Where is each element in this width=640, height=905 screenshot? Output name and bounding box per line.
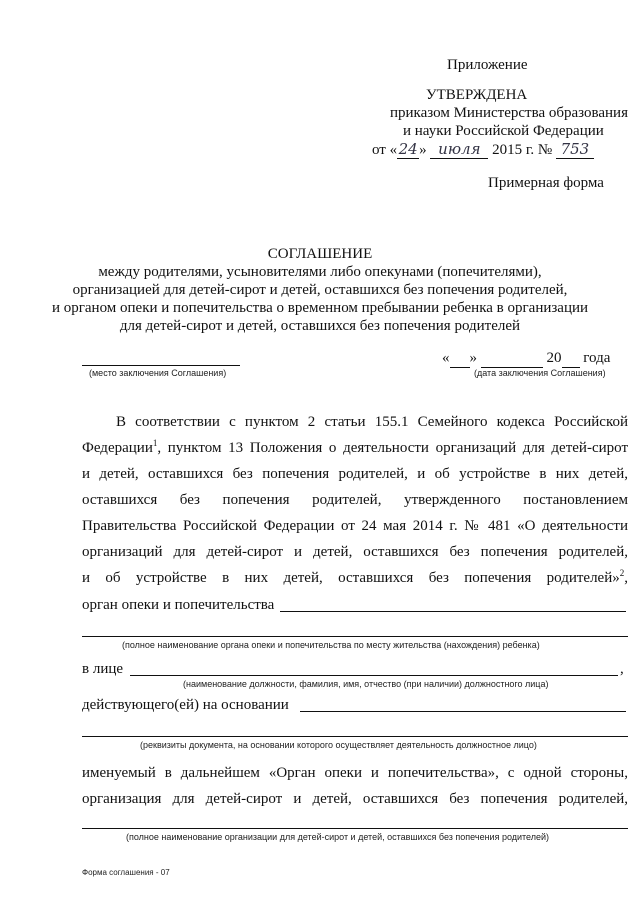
order-line-2: и науки Российской Федерации	[403, 123, 604, 139]
caption-guardianship-body: (полное наименование органа опеки и попечительства по месту жительства (нахождения) ребенка)	[122, 640, 540, 650]
appendix-label: Приложение	[447, 57, 528, 73]
title-line-2: организацией для детей-сирот и детей, оставшихся без попечения родителей,	[72, 282, 568, 298]
body-line-3: и детей, оставшихся без попечения родителей, и об устройстве в них детей,	[82, 466, 628, 482]
date-close-quote: »	[469, 350, 477, 366]
date-mid: »	[419, 142, 427, 158]
basis-field-2[interactable]	[82, 736, 628, 737]
body-line-2b: , пунктом 13 Положения о деятельности организаций для детей-сирот	[157, 440, 628, 456]
date-open-quote: «	[442, 350, 450, 366]
body-line-10: организация для детей-сирот и детей, оставшихся без попечения родителей,	[82, 791, 628, 807]
handwritten-number: 753	[556, 140, 594, 159]
title-line-3: и органом опеки и попечительства о временном пребывании ребенка в организации	[51, 300, 589, 316]
body-line-5: Правительства Российской Федерации от 24 мая 2014 г. № 481 «О деятельности	[82, 518, 628, 534]
body-line-7	[82, 569, 628, 587]
organization-field[interactable]	[82, 828, 628, 829]
body-line-6: организаций для детей-сирот и детей, оставшихся без попечения родителей,	[82, 544, 628, 560]
date-caption: (дата заключения Соглашения)	[474, 368, 606, 378]
date-prefix: от «	[372, 142, 398, 158]
body-line-2a: Федерации	[82, 440, 153, 456]
acting-basis-label: действующего(ей) на основании	[82, 697, 289, 713]
body-line-7-end: ,	[624, 570, 628, 586]
body-line-1: В соответствии с пунктом 2 статьи 155.1 Семейного кодекса Российской	[116, 414, 628, 430]
order-line-1: приказом Министерства образования	[390, 105, 628, 121]
guardianship-body-field-2[interactable]	[82, 636, 628, 637]
title-line-4: для детей-сирот и детей, оставшихся без попечения родителей	[119, 318, 521, 334]
guardianship-body-label: орган опеки и попечительства	[82, 597, 275, 613]
official-comma: ,	[620, 661, 624, 677]
caption-official: (наименование должности, фамилия, имя, отчество (при наличии) должностного лица)	[183, 679, 549, 689]
body-line-2	[82, 439, 628, 457]
handwritten-month: июля	[430, 140, 488, 159]
basis-field[interactable]	[300, 711, 626, 712]
footnote-ref-2[interactable]: 2	[619, 568, 625, 578]
order-date-line	[372, 140, 632, 159]
year-word: года	[583, 350, 611, 366]
form-footer-label: Форма соглашения - 07	[82, 868, 170, 877]
month-blank[interactable]	[481, 349, 543, 368]
year-blank[interactable]	[562, 349, 580, 368]
footnote-ref-1[interactable]: 1	[152, 438, 158, 448]
document-heading: СОГЛАШЕНИЕ	[267, 246, 373, 262]
caption-organization: (полное наименование организации для детей-сирот и детей, оставшихся без попечения родителей)	[126, 832, 550, 842]
body-line-4: оставшихся без попечения родителей, утвержденного постановлением	[82, 492, 628, 508]
form-type: Примерная форма	[488, 175, 604, 191]
title-line-1: между родителями, усыновителями либо опекунами (попечителями),	[98, 264, 542, 280]
guardianship-body-field[interactable]	[280, 611, 626, 612]
official-field[interactable]	[130, 675, 618, 676]
agreement-date-field[interactable]	[442, 349, 628, 368]
caption-basis: (реквизиты документа, на основании которого осуществляет деятельность должностное лицо)	[140, 740, 537, 750]
century: 20	[546, 350, 562, 366]
day-blank[interactable]	[450, 349, 470, 368]
body-line-7a: и об устройстве в них детей, оставшихся без попечения родителей»	[82, 570, 620, 586]
approved-label: УТВЕРЖДЕНА	[426, 87, 528, 103]
handwritten-day: 24	[398, 140, 418, 158]
body-line-9: именуемый в дальнейшем «Орган опеки и попечительства», с одной стороны,	[82, 765, 628, 781]
order-year: 2015 г. №	[492, 142, 553, 158]
place-field-line[interactable]	[82, 365, 240, 366]
represented-by-label: в лице	[82, 661, 124, 677]
place-caption: (место заключения Соглашения)	[89, 368, 227, 378]
